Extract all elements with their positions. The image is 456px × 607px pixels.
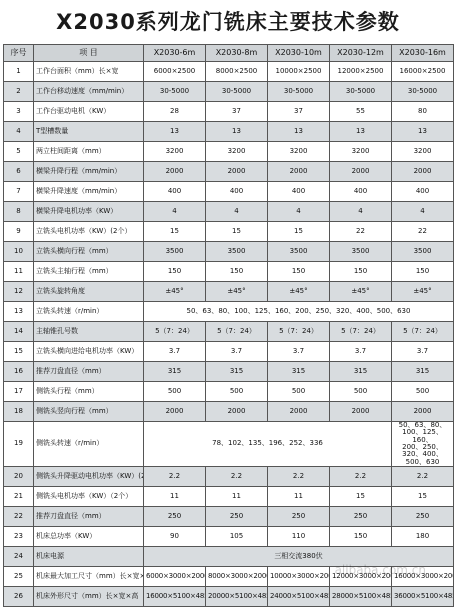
row-span-cell: 三相交流380伏 <box>144 547 454 567</box>
row-value-cell: 2000 <box>330 162 392 182</box>
row-value-cell: 2000 <box>144 162 206 182</box>
row-value-cell: ±45° <box>392 282 454 302</box>
row-item-name: 立铣头转速（r/min） <box>34 302 144 322</box>
row-value-cell: 30-5000 <box>144 82 206 102</box>
table-row <box>4 142 454 162</box>
row-value-cell: 250 <box>268 507 330 527</box>
row-value-cell: 400 <box>392 182 454 202</box>
row-item-name: 工作台移动速度（mm/min） <box>34 82 144 102</box>
row-value-cell: 15 <box>206 222 268 242</box>
row-span-line: 200、250、320、400、500、630 <box>394 444 451 466</box>
row-number: 16 <box>4 362 34 382</box>
row-number: 14 <box>4 322 34 342</box>
row-number: 2 <box>4 82 34 102</box>
row-value-cell: 2000 <box>206 402 268 422</box>
row-value-cell: 3200 <box>268 142 330 162</box>
row-value-cell: 150 <box>268 262 330 282</box>
row-value-cell: 3200 <box>144 142 206 162</box>
row-value-cell: 400 <box>144 182 206 202</box>
header-cell-16m: X2030-16m <box>392 45 454 62</box>
row-value-cell: 315 <box>268 362 330 382</box>
row-value-cell: 4 <box>144 202 206 222</box>
row-value-cell: 2000 <box>144 402 206 422</box>
row-value-cell: ±45° <box>206 282 268 302</box>
row-value-cell: 12000×3000×20 <box>330 567 392 587</box>
row-item-name: 推荐刀盘直径（mm） <box>34 507 144 527</box>
row-value-cell: 150 <box>144 262 206 282</box>
row-value-cell: 4 <box>206 202 268 222</box>
row-value-cell: 3500 <box>330 242 392 262</box>
row-value-cell: 2.2 <box>330 467 392 487</box>
row-number: 18 <box>4 402 34 422</box>
row-value-cell: 80 <box>392 102 454 122</box>
row-item-name: 立铣头横向行程（mm） <box>34 242 144 262</box>
row-value-cell: 13 <box>392 122 454 142</box>
row-item-name: 主轴锥孔号数 <box>34 322 144 342</box>
row-value-cell: 5（7：24） <box>206 322 268 342</box>
row-item-name: 侧铣头竖向行程（mm） <box>34 402 144 422</box>
row-value-cell: 30-5000 <box>206 82 268 102</box>
row-value-cell: 3500 <box>206 242 268 262</box>
table-row <box>4 162 454 182</box>
row-value-cell: 22 <box>392 222 454 242</box>
header-cell-10m: X2030-10m <box>268 45 330 62</box>
row-value-cell: 150 <box>330 262 392 282</box>
table-row <box>4 342 454 362</box>
row-number: 23 <box>4 527 34 547</box>
table-body <box>4 62 454 607</box>
table-row <box>4 222 454 242</box>
row-value-cell: 13 <box>268 122 330 142</box>
row-number: 7 <box>4 182 34 202</box>
row-number: 17 <box>4 382 34 402</box>
table-row <box>4 82 454 102</box>
row-value-cell: 2000 <box>268 402 330 422</box>
row-value-cell: 400 <box>330 182 392 202</box>
row-value-cell: 30-5000 <box>392 82 454 102</box>
row-number: 10 <box>4 242 34 262</box>
row-item-name: 机床电源 <box>34 547 144 567</box>
row-value-cell: 2000 <box>392 162 454 182</box>
table-row <box>4 587 454 607</box>
row-number: 9 <box>4 222 34 242</box>
row-item-name: 侧铣头升降驱动电机功率（KW）(2个) <box>34 467 144 487</box>
row-number: 12 <box>4 282 34 302</box>
row-value-cell: 13 <box>144 122 206 142</box>
row-value-cell: 4 <box>330 202 392 222</box>
row-item-name: T型槽数量 <box>34 122 144 142</box>
row-item-name: 横梁升降行程（mm/min） <box>34 162 144 182</box>
row-value-cell: 15 <box>330 487 392 507</box>
row-value-cell: 400 <box>268 182 330 202</box>
row-value-cell: 37 <box>206 102 268 122</box>
row-value-cell: 36000×5100×48 <box>392 587 454 607</box>
row-value-cell: 28 <box>144 102 206 122</box>
row-value-cell: 3500 <box>268 242 330 262</box>
row-span-cell: 50、63、80、100、125、160、200、250、320、400、500、630 <box>144 302 454 322</box>
row-item-name: 立铣头横向进给电机功率（KW） <box>34 342 144 362</box>
row-value-cell: 5（7：24） <box>268 322 330 342</box>
row-value-cell: 3500 <box>144 242 206 262</box>
row-item-name: 立铣头主轴行程（mm） <box>34 262 144 282</box>
table-row <box>4 322 454 342</box>
row-value-cell: 500 <box>144 382 206 402</box>
row-item-name: 立铣头电机功率（KW）(2个） <box>34 222 144 242</box>
row-value-cell: 37 <box>268 102 330 122</box>
row-number: 5 <box>4 142 34 162</box>
table-row <box>4 467 454 487</box>
header-cell-12m: X2030-12m <box>330 45 392 62</box>
row-value-cell: 5（7：24） <box>392 322 454 342</box>
row-value-cell: 250 <box>144 507 206 527</box>
row-value-cell: 4 <box>392 202 454 222</box>
table-row <box>4 102 454 122</box>
row-value-cell: 3200 <box>392 142 454 162</box>
table-row <box>4 487 454 507</box>
row-value-cell: 150 <box>330 527 392 547</box>
row-value-cell: 8000×3000×2000 <box>206 567 268 587</box>
row-value-cell: 55 <box>330 102 392 122</box>
row-item-name: 机床外形尺寸（mm）长×宽×高 <box>34 587 144 607</box>
row-value-cell: 2.2 <box>144 467 206 487</box>
row-value-cell: 105 <box>206 527 268 547</box>
row-item-name: 横梁升降速度（mm/min） <box>34 182 144 202</box>
row-value-cell: 28000×5100×48 <box>330 587 392 607</box>
table-row <box>4 242 454 262</box>
row-value-cell: 11 <box>206 487 268 507</box>
row-number: 26 <box>4 587 34 607</box>
row-value-cell: 6000×2500 <box>144 62 206 82</box>
row-value-cell: 500 <box>268 382 330 402</box>
row-value-cell: 5（7：24） <box>330 322 392 342</box>
header-cell-item: 项 目 <box>34 45 144 62</box>
row-number: 25 <box>4 567 34 587</box>
row-item-name: 机床总功率（KW） <box>34 527 144 547</box>
row-number: 3 <box>4 102 34 122</box>
table-row <box>4 422 454 467</box>
row-value-cell: 12000×2500 <box>330 62 392 82</box>
row-value-cell: 15 <box>392 487 454 507</box>
row-value-cell: 2000 <box>206 162 268 182</box>
row-number: 15 <box>4 342 34 362</box>
table-row <box>4 202 454 222</box>
row-value-cell: 250 <box>206 507 268 527</box>
row-value-cell: 3.7 <box>206 342 268 362</box>
row-value-cell: 315 <box>144 362 206 382</box>
row-value-cell: 6000×3000×2000 <box>144 567 206 587</box>
row-item-name: 工作台驱动电机（KW） <box>34 102 144 122</box>
row-item-name: 工作台面积（mm）长×宽 <box>34 62 144 82</box>
table-row <box>4 567 454 587</box>
row-value-cell: 10000×3000×20 <box>268 567 330 587</box>
row-item-name: 机床最大加工尺寸（mm）长×宽×高 <box>34 567 144 587</box>
row-value-cell: 11 <box>144 487 206 507</box>
row-value-cell: 2000 <box>268 162 330 182</box>
row-value-cell: 15 <box>144 222 206 242</box>
row-value-cell: 13 <box>206 122 268 142</box>
row-value-cell: 3500 <box>392 242 454 262</box>
row-value-cell: 500 <box>330 382 392 402</box>
row-value-cell: 4 <box>268 202 330 222</box>
header-cell-no: 序号 <box>4 45 34 62</box>
row-value-cell: 2000 <box>330 402 392 422</box>
row-value-cell: 250 <box>330 507 392 527</box>
row-value-cell: 10000×2500 <box>268 62 330 82</box>
row-value-cell: 3.7 <box>144 342 206 362</box>
row-value-cell: 150 <box>206 262 268 282</box>
row-number: 1 <box>4 62 34 82</box>
table-row <box>4 182 454 202</box>
row-value-cell: 3.7 <box>268 342 330 362</box>
row-number: 13 <box>4 302 34 322</box>
table-row <box>4 62 454 82</box>
table-row <box>4 302 454 322</box>
row-value-cell: 24000×5100×48 <box>268 587 330 607</box>
table-row <box>4 527 454 547</box>
page-title: X2030系列龙门铣床主要技术参数 <box>0 0 456 44</box>
row-value-cell: 16000×3000×20 <box>392 567 454 587</box>
row-number: 6 <box>4 162 34 182</box>
row-value-cell: 20000×5100×48 <box>206 587 268 607</box>
table-row <box>4 362 454 382</box>
row-value-cell: 5（7：24） <box>144 322 206 342</box>
row-span-cell-last <box>392 422 454 467</box>
row-value-cell: 2.2 <box>206 467 268 487</box>
row-value-cell: 315 <box>330 362 392 382</box>
row-value-cell: 30-5000 <box>268 82 330 102</box>
row-number: 4 <box>4 122 34 142</box>
row-number: 19 <box>4 422 34 467</box>
row-item-name: 侧铣头转速（r/min） <box>34 422 144 467</box>
row-span-cell: 78、102、135、196、252、336 <box>144 422 392 467</box>
row-item-name: 横梁升降电机功率（KW） <box>34 202 144 222</box>
row-number: 21 <box>4 487 34 507</box>
row-value-cell: 250 <box>392 507 454 527</box>
row-number: 20 <box>4 467 34 487</box>
row-item-name: 侧铣头电机功率（KW）（2个） <box>34 487 144 507</box>
spec-table <box>3 44 454 607</box>
row-value-cell: 8000×2500 <box>206 62 268 82</box>
row-value-cell: 400 <box>206 182 268 202</box>
table-row <box>4 547 454 567</box>
row-value-cell: 3200 <box>206 142 268 162</box>
row-value-cell: 22 <box>330 222 392 242</box>
row-value-cell: 15 <box>268 222 330 242</box>
table-row <box>4 382 454 402</box>
row-item-name: 侧铣头行程（mm） <box>34 382 144 402</box>
table-row <box>4 262 454 282</box>
row-value-cell: 500 <box>392 382 454 402</box>
table-row <box>4 122 454 142</box>
row-value-cell: ±45° <box>330 282 392 302</box>
table-row <box>4 282 454 302</box>
row-value-cell: 315 <box>206 362 268 382</box>
row-value-cell: ±45° <box>268 282 330 302</box>
row-value-cell: 2000 <box>392 402 454 422</box>
header-cell-6m: X2030-6m <box>144 45 206 62</box>
table-row <box>4 507 454 527</box>
row-item-name: 两立柱间距离（mm） <box>34 142 144 162</box>
row-span-line: 50、63、80、100、125、160、 <box>394 422 451 444</box>
row-number: 24 <box>4 547 34 567</box>
row-item-name: 推荐刀盘直径（mm） <box>34 362 144 382</box>
row-item-name: 立铣头旋转角度 <box>34 282 144 302</box>
row-value-cell: 180 <box>392 527 454 547</box>
watermark: alibaba.com.cn <box>335 563 426 577</box>
row-value-cell: 16000×5100×48 <box>144 587 206 607</box>
row-value-cell: 150 <box>392 262 454 282</box>
row-value-cell: ±45° <box>144 282 206 302</box>
row-value-cell: 13 <box>330 122 392 142</box>
row-value-cell: 2.2 <box>268 467 330 487</box>
row-value-cell: 90 <box>144 527 206 547</box>
row-value-cell: 3.7 <box>330 342 392 362</box>
row-number: 22 <box>4 507 34 527</box>
row-value-cell: 30-5000 <box>330 82 392 102</box>
row-value-cell: 3.7 <box>392 342 454 362</box>
row-number: 11 <box>4 262 34 282</box>
row-value-cell: 16000×2500 <box>392 62 454 82</box>
row-value-cell: 2.2 <box>392 467 454 487</box>
row-value-cell: 315 <box>392 362 454 382</box>
table-row <box>4 402 454 422</box>
table-header-row <box>4 45 454 62</box>
row-value-cell: 500 <box>206 382 268 402</box>
header-cell-8m: X2030-8m <box>206 45 268 62</box>
row-value-cell: 3200 <box>330 142 392 162</box>
row-number: 8 <box>4 202 34 222</box>
row-value-cell: 110 <box>268 527 330 547</box>
row-value-cell: 11 <box>268 487 330 507</box>
